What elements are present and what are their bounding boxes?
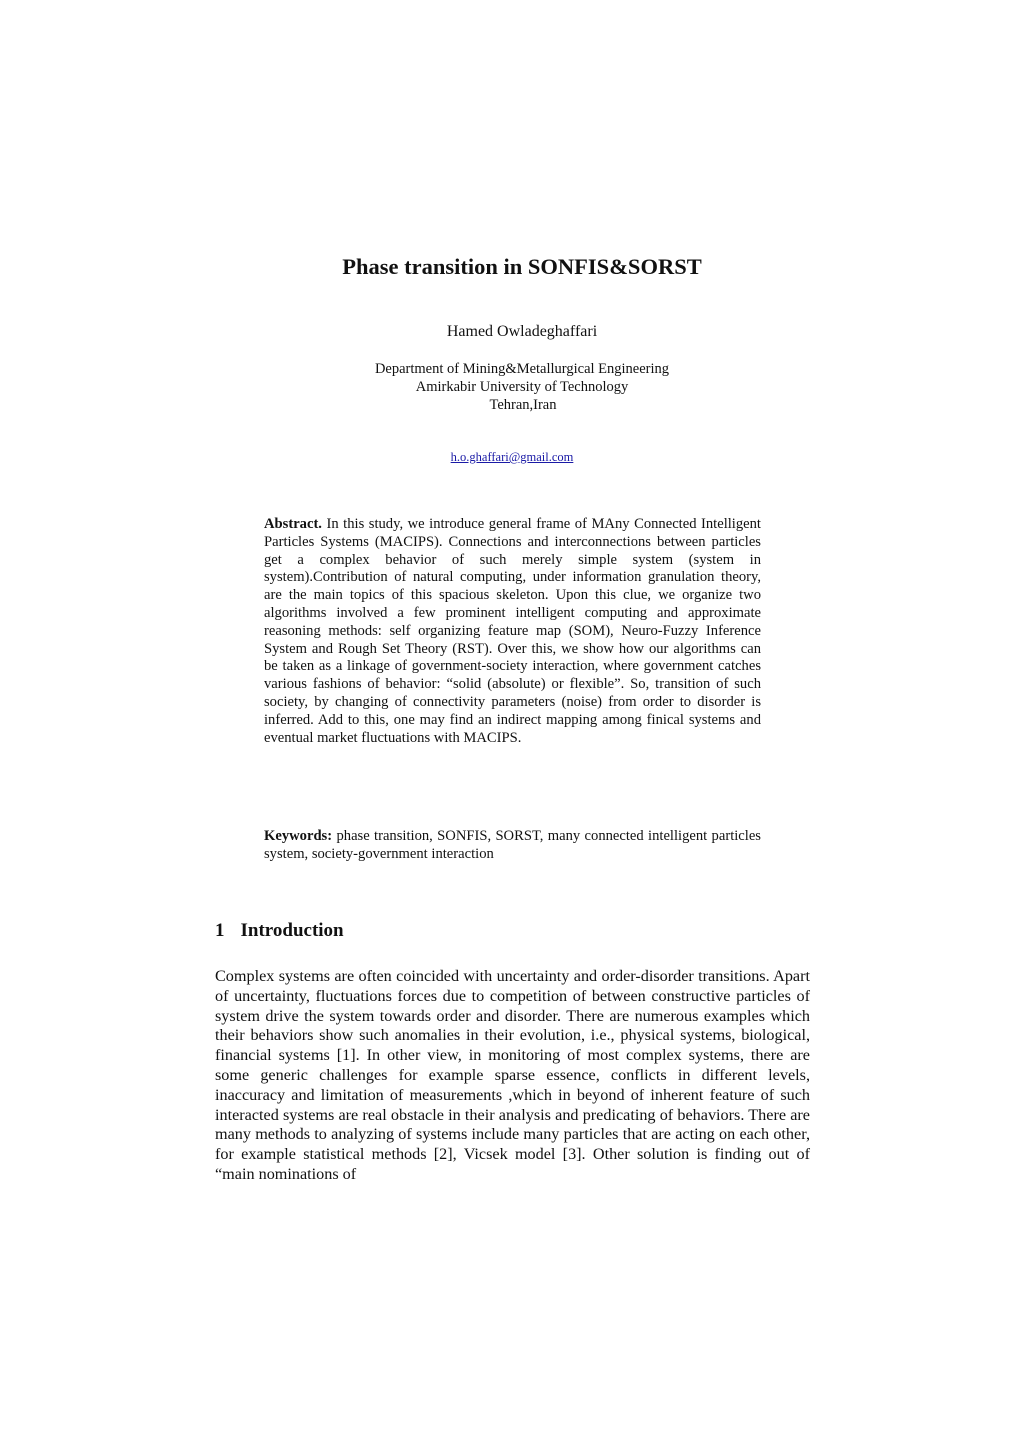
paper-title: Phase transition in SONFIS&SORST	[342, 254, 702, 279]
affiliation-department: Department of Mining&Metallurgical Engineering	[374, 361, 670, 377]
affiliation-university: Amirkabir University of Technology	[415, 379, 629, 395]
email-link[interactable]: h.o.ghaffari@gmail.com	[450, 450, 574, 464]
keywords-text: phase transition, SONFIS, SORST, many connected intelligent particles system, society-government interaction	[264, 828, 761, 862]
introduction-paragraph: Complex systems are often coincided with uncertainty and order-disorder transitions. Apart of uncertainty, fluctuations forces due to competition of between constructive particles of system drive the system towards order and disorder. There are numerous examples which their behaviors show such anomalies in their evolution, i.e., physical systems, biological, financial systems [1]. In other view, in monitoring of most complex systems, there are some generic challenges for example sparse essence, conflicts in different levels, inaccuracy and limitation of measurements ,which in beyond of inherent feature of such interacted systems are real obstacle in their analysis and predicating of behaviors. There are many methods to analyzing of systems include many particles that are acting on each other, for example statistical methods [2], Vicsek model [3]. Other solution is finding out of “main nominations of	[215, 967, 810, 1183]
section-title: Introduction	[240, 920, 344, 941]
abstract-text: In this study, we introduce general frame of MAny Connected Intelligent Particles Systems (MACIPS). Connections and interconnections between particles get a complex behavior of such merely simple system (system in system).Contribution of natural computing, under information granulation theory, are the main topics of this spacious skeleton. Upon this clue, we organize two algorithms involved a few prominent intelligent computing and approximate reasoning methods: self organizing feature map (SOM), Neuro-Fuzzy Inference System and Rough Set Theory (RST). Over this, we show how our algorithms can be taken as a linkage of government-society interaction, where government catches various fashions of behavior: “solid (absolute) or flexible”. So, transition of such society, by changing of connectivity parameters (noise) from order to disorder is inferred. Add to this, one may find an indirect mapping among finical systems and eventual market fluctuations with MACIPS.	[264, 516, 761, 746]
keywords	[264, 828, 761, 864]
author-email	[0, 450, 1024, 465]
abstract	[264, 516, 761, 747]
abstract-label: Abstract.	[264, 516, 322, 532]
affiliation-location: Tehran,Iran	[489, 397, 557, 413]
affiliation	[0, 360, 1024, 414]
section-number: 1	[215, 920, 225, 941]
author-name: Hamed Owladeghaffari	[446, 323, 598, 340]
section-heading	[215, 920, 344, 942]
keywords-label: Keywords:	[264, 828, 333, 844]
